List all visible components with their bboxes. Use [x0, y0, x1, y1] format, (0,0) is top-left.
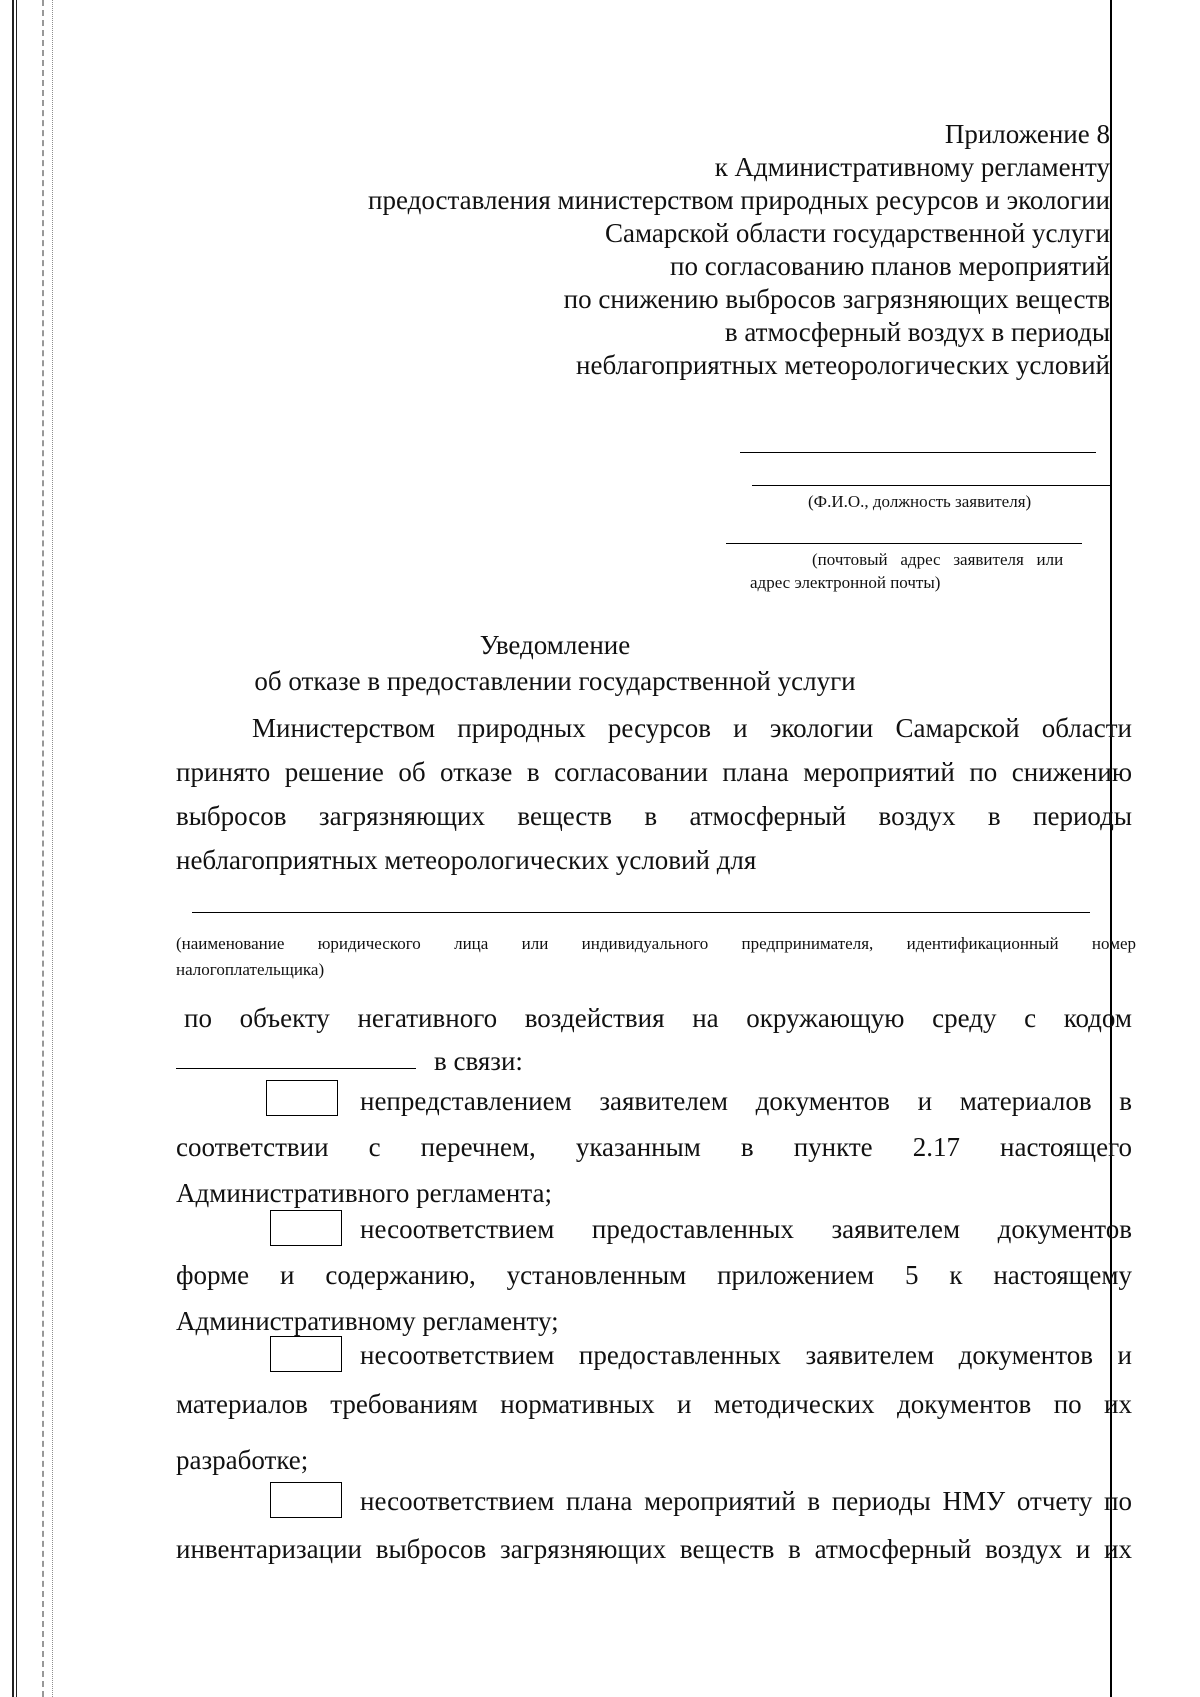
body-line: выбросов загрязняющих веществ в атмосферный воздух в периоды — [176, 801, 1132, 831]
reason-line: несоответствием плана мероприятий в периоды НМУ отчету по — [360, 1486, 1132, 1516]
applicant-address-blank[interactable] — [726, 543, 1082, 544]
reason-line: материалов требованиям нормативных и методических документов по их — [176, 1389, 1132, 1419]
reason-line: несоответствием предоставленных заявителем документов и — [360, 1340, 1132, 1370]
address-caption-line1: (почтовый адрес заявителя или — [812, 550, 1064, 569]
body-line: принято решение об отказе в согласовании плана мероприятий по снижению — [176, 757, 1132, 787]
header-line: к Административному регламенту — [714, 152, 1110, 182]
header-line: Приложение 8 — [944, 119, 1110, 149]
reason-4 — [360, 1478, 1132, 1524]
reason-2 — [360, 1206, 1132, 1252]
fio-caption: (Ф.И.О., должность заявителя) — [808, 492, 1032, 511]
entity-name-blank[interactable] — [192, 912, 1090, 913]
header-line: в атмосферный воздух в периоды — [724, 317, 1110, 347]
scan-binding-marks — [52, 0, 53, 1697]
reason-1 — [360, 1078, 1132, 1124]
applicant-name-blank[interactable] — [740, 452, 1096, 453]
header-line: предоставления министерством природных ресурсов и экологии — [368, 185, 1110, 215]
object-code-blank[interactable] — [176, 1068, 416, 1069]
reason-line: соответствии с перечнем, указанным в пункте 2.17 настоящего — [176, 1132, 1132, 1162]
reason-line: непредставлением заявителем документов и материалов в — [360, 1086, 1132, 1116]
reason-checkbox-4[interactable] — [270, 1482, 342, 1518]
reason-checkbox-2[interactable] — [270, 1210, 342, 1246]
reason-2-cont — [176, 1252, 1132, 1344]
entity-caption-line1: (наименование юридического лица или индивидуального предпринимателя, идентификационный номер — [176, 934, 1136, 953]
applicant-position-blank[interactable] — [752, 485, 1110, 486]
header-line: по снижению выбросов загрязняющих веществ — [563, 284, 1110, 314]
reason-3-cont — [176, 1376, 1132, 1488]
notice-subtitle: об отказе в предоставлении государственной услуги — [254, 666, 856, 696]
reason-line: несоответствием предоставленных заявителем документов — [360, 1214, 1132, 1244]
object-line — [184, 996, 1132, 1040]
in-connection-label: в связи: — [434, 1046, 523, 1076]
body-line: неблагоприятных метеорологических условий для — [176, 845, 757, 875]
reason-checkbox-3[interactable] — [270, 1336, 342, 1372]
header-line: Самарской области государственной услуги — [605, 218, 1110, 248]
scan-edge — [16, 0, 17, 1697]
object-line-text: по объекту негативного воздействия на окружающую среду с кодом — [184, 1003, 1132, 1033]
scan-edge — [12, 0, 14, 1697]
scan-binding-marks — [42, 0, 44, 1697]
reason-line: Административному регламенту; — [176, 1306, 559, 1336]
notice-body — [176, 706, 1132, 882]
header-line: по согласованию планов мероприятий — [670, 251, 1110, 281]
notice-title: Уведомление — [479, 630, 631, 660]
reason-line: форме и содержанию, установленным приложением 5 к настоящему — [176, 1260, 1132, 1290]
appendix-header — [368, 118, 1110, 382]
reason-checkbox-1[interactable] — [266, 1080, 338, 1116]
address-caption-line2: адрес электронной почты) — [750, 573, 941, 592]
reason-line: Административного регламента; — [176, 1178, 552, 1208]
reason-3 — [360, 1332, 1132, 1378]
reason-line: инвентаризации выбросов загрязняющих веществ в атмосферный воздух и их — [176, 1534, 1132, 1564]
reason-4-cont — [176, 1526, 1132, 1572]
header-line: неблагоприятных метеорологических условий — [576, 350, 1110, 380]
body-line: Министерством природных ресурсов и экологии Самарской области — [252, 713, 1132, 743]
reason-1-cont — [176, 1124, 1132, 1216]
reason-line: разработке; — [176, 1445, 309, 1475]
entity-caption-line2: налогоплательщика) — [176, 960, 325, 979]
